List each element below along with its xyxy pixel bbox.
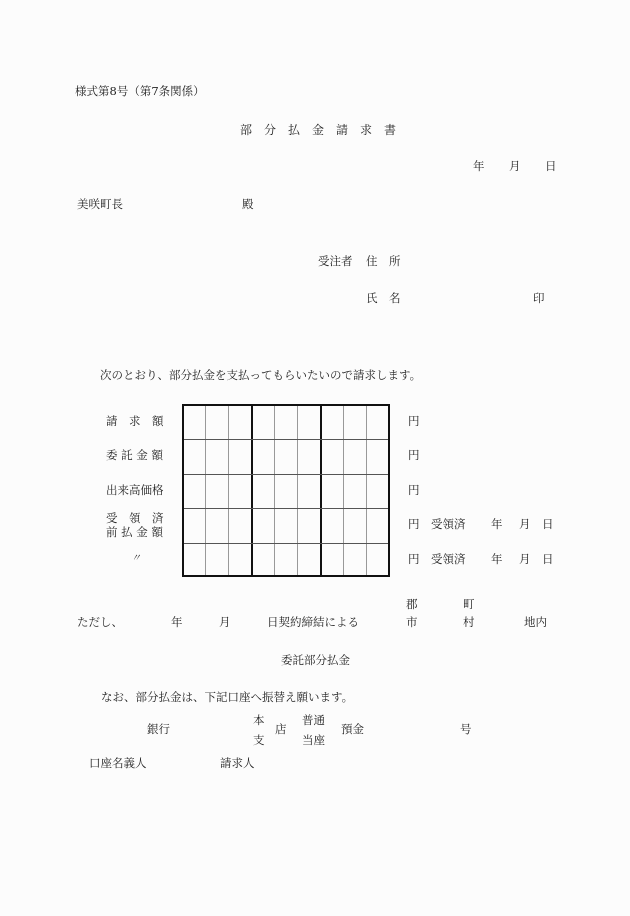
row-label-received: 受 領 済 bbox=[106, 511, 164, 525]
branch-main: 本 bbox=[253, 713, 265, 727]
grid-row-divider bbox=[184, 508, 388, 509]
proviso-purpose: 委託部分払金 bbox=[281, 653, 350, 667]
grid-column-divider bbox=[366, 406, 367, 575]
date-month-label: 月 bbox=[509, 159, 521, 173]
unit-yen: 円 bbox=[408, 448, 420, 462]
account-number-label: 号 bbox=[460, 722, 472, 736]
addressee-name: 美咲町長 bbox=[77, 197, 123, 211]
contractor-address-label: 住 所 bbox=[366, 254, 401, 268]
received-month: 月 bbox=[519, 517, 531, 531]
proviso-mura: 村 bbox=[463, 615, 475, 629]
proviso-contract-text: 日契約締結による bbox=[267, 615, 359, 629]
grid-column-divider bbox=[228, 406, 229, 575]
proviso-year: 年 bbox=[171, 615, 183, 629]
grid-column-divider bbox=[205, 406, 206, 575]
received-year: 年 bbox=[491, 552, 503, 566]
row-label-ditto: 〃 bbox=[131, 553, 141, 564]
proviso-gun: 郡 bbox=[406, 597, 418, 611]
proviso-prefix: ただし、 bbox=[77, 615, 123, 629]
proviso-shi: 市 bbox=[406, 615, 418, 629]
unit-yen: 円 bbox=[408, 414, 420, 428]
unit-yen: 円 bbox=[408, 483, 420, 497]
grid-row-divider bbox=[184, 543, 388, 544]
received-day: 日 bbox=[542, 552, 554, 566]
bank-label: 銀行 bbox=[147, 722, 170, 736]
page-title: 部分払金請求書 bbox=[240, 123, 409, 137]
account-type-ordinary: 普通 bbox=[302, 713, 325, 727]
unit-yen: 円 bbox=[408, 517, 420, 531]
received-year: 年 bbox=[491, 517, 503, 531]
amount-grid bbox=[182, 404, 390, 577]
received-month: 月 bbox=[519, 552, 531, 566]
received-day: 日 bbox=[542, 517, 554, 531]
deposit-label: 預金 bbox=[341, 722, 364, 736]
date-year-label: 年 bbox=[473, 159, 485, 173]
contractor-name-label: 氏 名 bbox=[366, 291, 401, 305]
received-note: 受領済 bbox=[431, 517, 466, 531]
row-label-claim-amount: 請 求 額 bbox=[106, 414, 164, 428]
date-day-label: 日 bbox=[545, 159, 557, 173]
received-note: 受領済 bbox=[431, 552, 466, 566]
form-number: 様式第8号（第7条関係） bbox=[75, 84, 205, 98]
grid-row-divider bbox=[184, 439, 388, 440]
grid-column-divider bbox=[343, 406, 344, 575]
addressee-honorific: 殿 bbox=[242, 197, 254, 211]
grid-column-divider bbox=[297, 406, 298, 575]
contractor-label: 受注者 bbox=[318, 254, 353, 268]
transfer-text: なお、部分払金は、下記口座へ振替え願います。 bbox=[101, 690, 354, 704]
grid-group-divider bbox=[320, 406, 322, 575]
proviso-month: 月 bbox=[219, 615, 231, 629]
grid-column-divider bbox=[274, 406, 275, 575]
account-type-current: 当座 bbox=[302, 733, 325, 747]
branch-suffix: 店 bbox=[275, 722, 287, 736]
proviso-chinai: 地内 bbox=[524, 615, 547, 629]
row-label-completed-value: 出来高価格 bbox=[106, 483, 164, 497]
grid-row-divider bbox=[184, 474, 388, 475]
account-holder-label: 口座名義人 bbox=[89, 756, 147, 770]
proviso-machi: 町 bbox=[463, 597, 475, 611]
row-label-contract-amount: 委 託 金 額 bbox=[106, 448, 163, 462]
account-holder-value: 請求人 bbox=[220, 756, 255, 770]
unit-yen: 円 bbox=[408, 552, 420, 566]
branch-sub: 支 bbox=[253, 733, 265, 747]
grid-group-divider bbox=[251, 406, 253, 575]
seal-mark: 印 bbox=[533, 291, 545, 305]
intro-text: 次のとおり、部分払金を支払ってもらいたいので請求します。 bbox=[100, 368, 422, 382]
row-label-advance-amount: 前 払 金 額 bbox=[106, 525, 163, 539]
